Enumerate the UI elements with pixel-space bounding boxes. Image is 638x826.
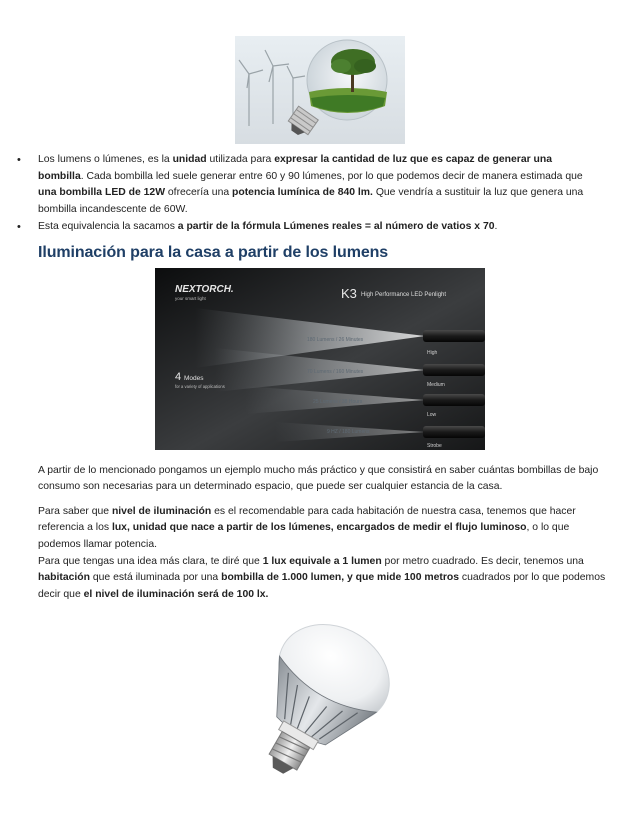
mode-label: Low: [427, 412, 437, 418]
bold-text: unidad: [172, 154, 207, 165]
text-run: , o lo que podemos llamar potencia.: [38, 522, 570, 550]
bullet-item: [0, 219, 600, 236]
text-run: Esta equivalencia la sacamos: [38, 221, 178, 233]
eco-lightbulb-image: [235, 36, 405, 144]
text-run: Para saber que: [38, 506, 112, 517]
model-name: K3: [341, 286, 357, 301]
text-run: . Cada bombilla led suele generar entre 60 y 90 lúmenes, por lo que podemos decir de manera estimada que: [80, 170, 583, 182]
beam-label: 25 Lumens / 38 Hours: [313, 399, 363, 405]
bold-text: bombilla de 1.000 lumen, y que mide 100 metros: [221, 572, 460, 584]
bold-text: 1 lux equivale a 1 lumen: [262, 556, 382, 567]
modes-word: Modes: [184, 375, 204, 382]
brand-text: NEXTORCH.: [175, 284, 234, 295]
mode-label: High: [427, 350, 438, 356]
bold-text: expresar la cantidad de luz que es capaz de generar una bombilla: [38, 154, 553, 182]
text-run: Que vendría a sustituir la luz que genera una bombilla incandescente de 60W.: [38, 187, 584, 215]
mode-label: Strobe: [427, 443, 442, 449]
modes-count: 4: [175, 371, 182, 383]
modes-subtitle: for a variety of applications: [175, 384, 225, 389]
text-run: que está iluminada por una: [89, 572, 222, 584]
bold-text: una bombilla LED de 12W: [38, 187, 166, 199]
bold-text: nivel de iluminación: [111, 506, 212, 517]
paragraph: [38, 504, 608, 553]
text-run: Los lumens o lúmenes, es la: [38, 154, 173, 165]
text-run: .: [494, 221, 498, 233]
beam-label: 180 Lumens / 26 Minutes: [307, 337, 364, 343]
paragraph: [38, 463, 608, 496]
bold-text: lux, unidad que nace a partir de los lúmenes, encargados de medir el flujo luminoso: [111, 522, 527, 534]
bold-text: potencia lumínica de 840 lm.: [232, 187, 373, 199]
paragraph: [38, 554, 608, 603]
beam-label: 70 Lumens / 160 Minutes: [307, 369, 364, 375]
bold-text: habitación: [38, 572, 90, 584]
text-run: cuadrados por lo que podemos decir que: [38, 572, 606, 600]
text-run: ofrecería una: [165, 187, 233, 199]
brand-subtitle: your smart light: [175, 296, 206, 301]
section-heading: Iluminación para la casa a partir de los lumens: [38, 244, 389, 261]
bold-text: a partir de la fórmula Lúmenes reales = al número de vatios x 70: [177, 221, 495, 233]
beam-label: 9 HZ / 180 Lumens: [327, 429, 370, 435]
bold-text: el nivel de iluminación será de 100 lx.: [83, 588, 269, 600]
model-description: High Performance LED Penlight: [361, 292, 447, 298]
mode-label: Medium: [427, 382, 445, 388]
text-run: A partir de lo mencionado pongamos un ejemplo mucho más práctico y que consistirá en saber cuántas bombillas de bajo consumo son necesarias para un determinado espacio, que puede ser cualquier estancia de la casa.: [38, 465, 599, 493]
text-run: es el recomendable para cada habitación de nuestra casa, tenemos que hacer referencia a los: [38, 506, 576, 534]
text-run: utilizada para: [206, 154, 275, 165]
bullet-list: [0, 152, 600, 237]
flashlight-image: [155, 268, 485, 450]
led-bulb-image: [220, 618, 410, 798]
text-run: Para que tengas una idea más clara, te diré que: [38, 556, 263, 567]
text-run: por metro cuadrado. Es decir, tenemos una: [381, 556, 584, 567]
bullet-item: [0, 152, 600, 218]
